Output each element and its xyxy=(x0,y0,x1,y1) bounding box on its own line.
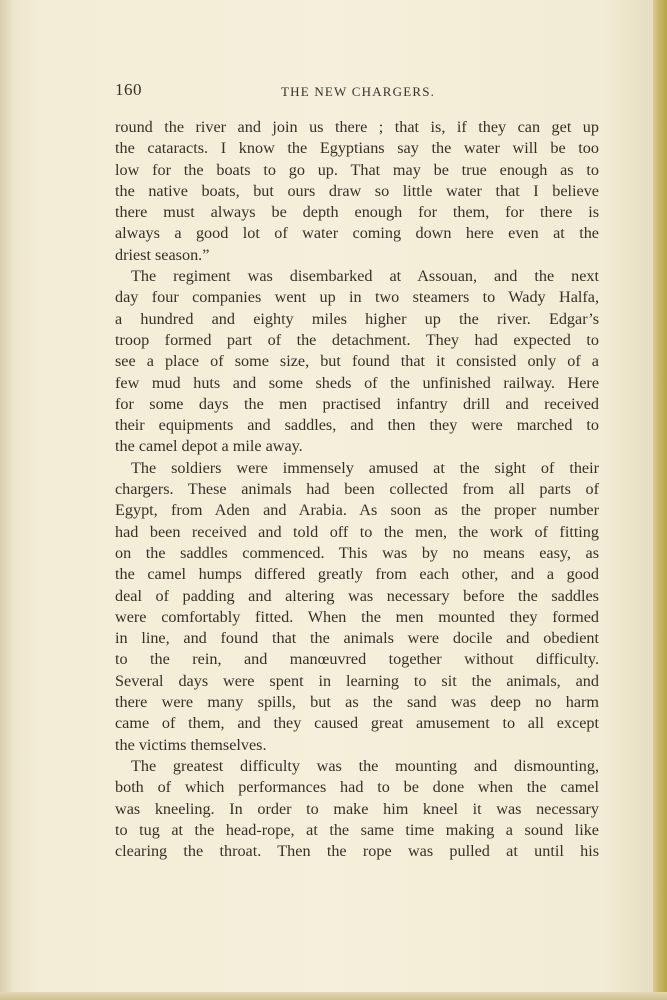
page-edge-right xyxy=(653,0,667,1000)
text-line: deal of padding and altering was necessary before the saddles xyxy=(115,586,599,605)
text-line: were comfortably fitted. When the men mounted they formed xyxy=(115,607,599,626)
text-line: in line, and found that the animals were docile and obedient xyxy=(115,629,599,648)
text-line: their equipments and saddles, and then they were marched to xyxy=(115,416,599,435)
text-line: to the rein, and manœuvred together without difficulty. xyxy=(115,650,599,669)
text-line: for some days the men practised infantry drill and received xyxy=(115,394,599,413)
text-line: the cataracts. I know the Egyptians say the water will be too xyxy=(115,139,599,158)
text-line: see a place of some size, but found that it consisted only of a xyxy=(115,352,599,371)
paragraph-start: The greatest difficulty was the mounting and dismounting, xyxy=(131,756,599,775)
text-line: the camel depot a mile away. xyxy=(115,437,303,456)
text-line: there must always be depth enough for them, for there is xyxy=(115,203,599,222)
text-line: driest season.” xyxy=(115,245,210,264)
text-line: came of them, and they caused great amusement to all except xyxy=(115,714,599,733)
text-line: chargers. These animals had been collected from all parts of xyxy=(115,480,599,499)
body-text xyxy=(115,117,599,862)
paragraph-start: The soldiers were immensely amused at the sight of their xyxy=(131,458,599,477)
text-line: on the saddles commenced. This was by no means easy, as xyxy=(115,543,599,562)
text-line: the native boats, but ours draw so little water that I believe xyxy=(115,181,599,200)
text-line: Several days were spent in learning to sit the animals, and xyxy=(115,671,599,690)
text-line: to tug at the head-rope, at the same time making a sound like xyxy=(115,820,599,839)
text-line: troop formed part of the detachment. They had expected to xyxy=(115,330,599,349)
text-line: always a good lot of water coming down here even at the xyxy=(115,224,599,243)
page-header xyxy=(115,80,599,102)
paragraph-start: The regiment was disembarked at Assouan, and the next xyxy=(131,267,599,286)
text-line: a hundred and eighty miles higher up the river. Edgar’s xyxy=(115,309,599,328)
text-line: few mud huts and some sheds of the unfinished railway. Here xyxy=(115,373,599,392)
text-line: was kneeling. In order to make him kneel it was necessary xyxy=(115,799,599,818)
text-line: low for the boats to go up. That may be true enough as to xyxy=(115,160,599,179)
text-line: clearing the throat. Then the rope was pulled at until his xyxy=(115,842,599,861)
text-line: round the river and join us there ; that is, if they can get up xyxy=(115,118,599,136)
text-line: the victims themselves. xyxy=(115,735,267,754)
text-line: both of which performances had to be done when the camel xyxy=(115,778,599,797)
text-line: the camel humps differed greatly from each other, and a good xyxy=(115,565,599,584)
running-head: THE NEW CHARGERS. xyxy=(281,84,436,99)
text-line: day four companies went up in two steamers to Wady Halfa, xyxy=(115,288,599,307)
text-line: there were many spills, but as the sand was deep no harm xyxy=(115,693,599,712)
spine-shadow xyxy=(0,0,14,1000)
text-line: had been received and told off to the men, the work of fitting xyxy=(115,522,599,541)
page-number: 160 xyxy=(115,80,142,99)
text-line: Egypt, from Aden and Arabia. As soon as the proper number xyxy=(115,501,599,520)
page-edge-bottom xyxy=(0,992,667,1000)
